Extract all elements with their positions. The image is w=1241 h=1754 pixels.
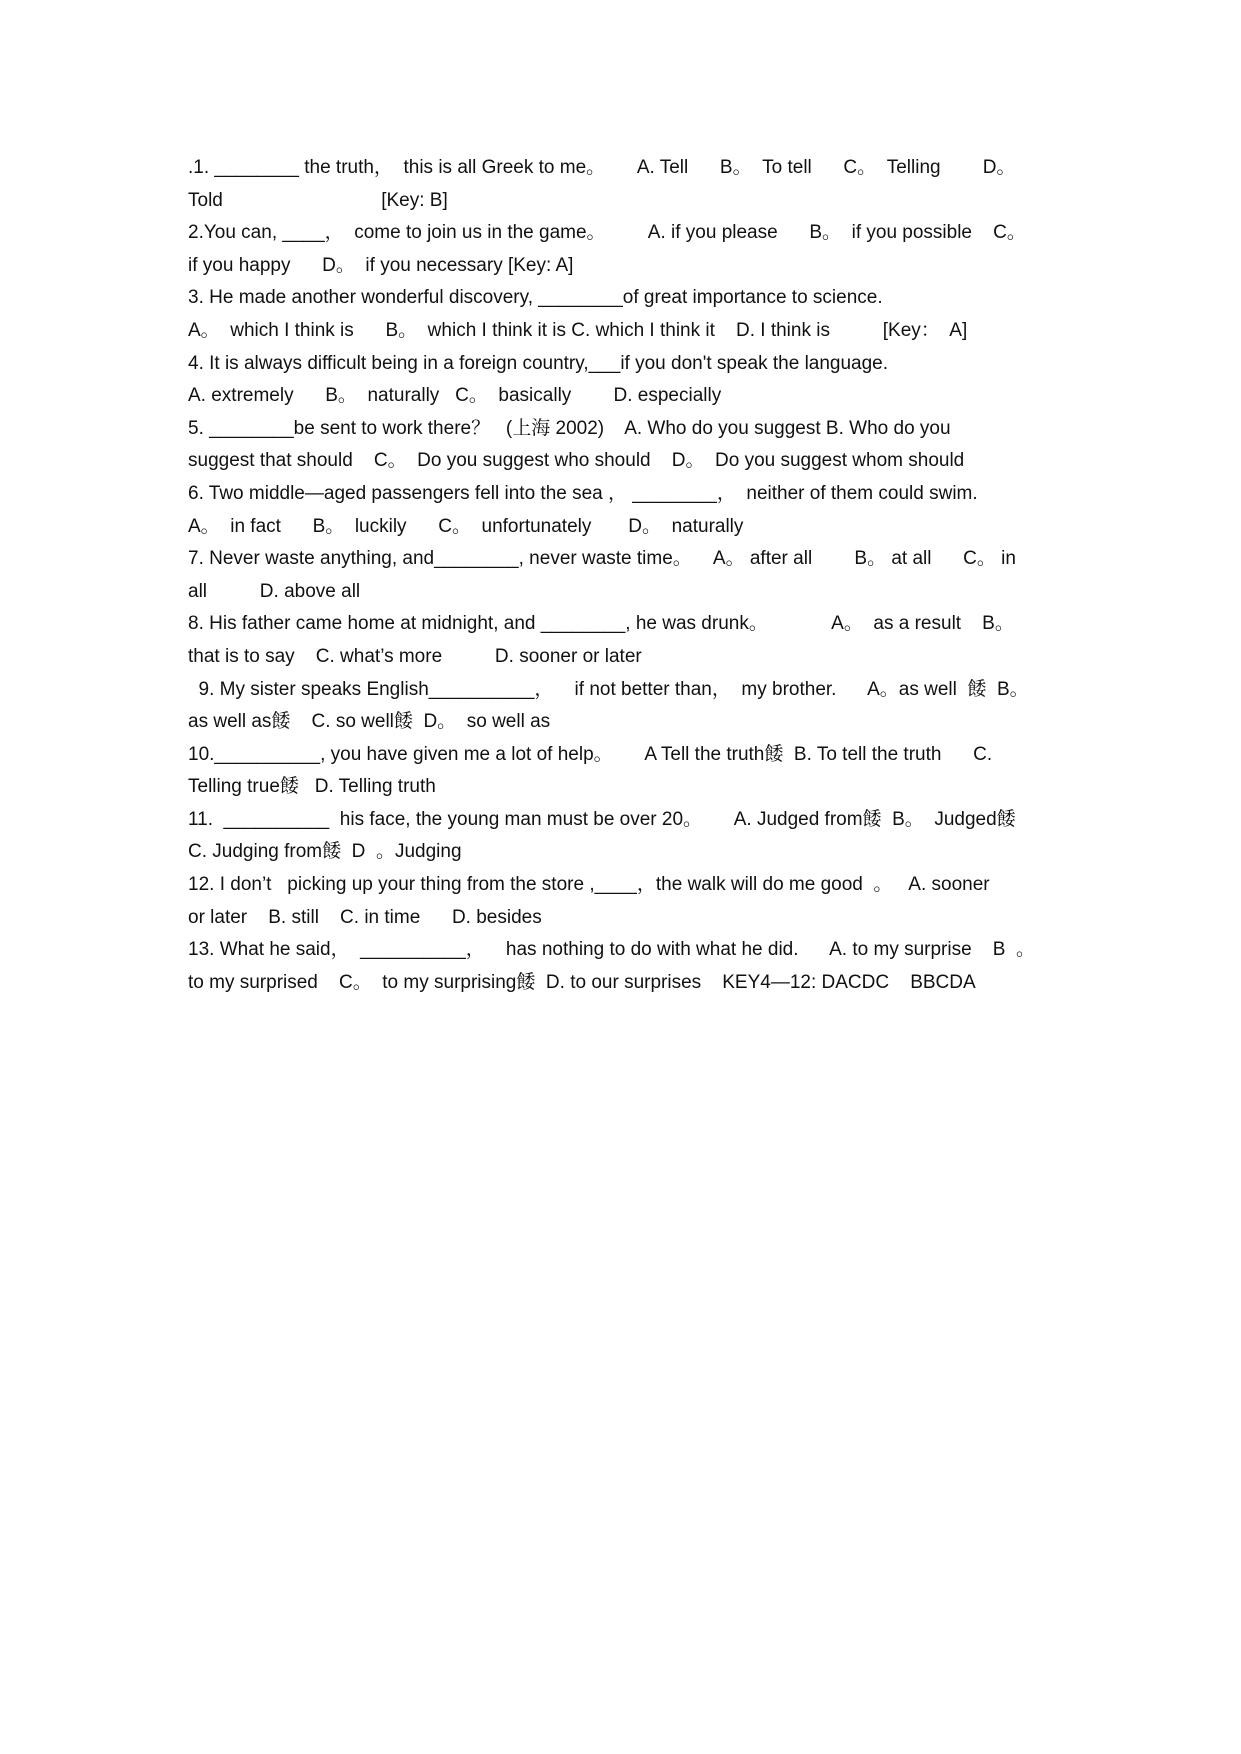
document-body — [188, 152, 1065, 999]
text-line: if you happy D。 if you necessary [Key: A] — [188, 254, 574, 276]
text-line: A。 which I think is B。 which I think it is C. which I think it D. I think is [Key： A] — [188, 319, 968, 341]
text-line: .1. ________ the truth， this is all Greek to me。 A. Tell B。 To tell C。 Telling D。 — [188, 157, 1016, 178]
text-line: 4. It is always difficult being in a foreign country,___if you don't speak the language. — [188, 352, 889, 374]
text-line: 13. What he said， __________， has nothing to do with what he did. A. to my surprise B 。 — [188, 939, 1036, 961]
text-line: 6. Two middle—aged passengers fell into the sea ， ________， neither of them could swim. — [188, 482, 978, 504]
text-line: that is to say C. what’s more D. sooner or later — [188, 645, 642, 667]
text-line: 12. I don’t picking up your thing from the store ,____，the walk will do me good 。 A. sooner — [188, 874, 990, 896]
text-line: A。 in fact B。 luckily C。 unfortunately D。 naturally — [188, 515, 744, 537]
text-line: or later B. still C. in time D. besides — [188, 906, 542, 928]
text-line: 10.__________, you have given me a lot of help。 A Tell the truth餧 B. To tell the truth C. — [188, 743, 993, 765]
text-line: 8. His father came home at midnight, and ________, he was drunk。 A。 as a result B。 — [188, 613, 1014, 635]
text-line: 5. ________be sent to work there？ (上海 2002) A. Who do you suggest B. Who do you — [188, 417, 951, 439]
text-line: as well as餧 C. so well餧 D。 so well as — [188, 711, 551, 733]
text-line: to my surprised C。 to my surprising餧 D. to our surprises KEY4—12: DACDC BBCDA — [188, 971, 976, 993]
text-line: Telling true餧 D. Telling truth — [188, 776, 436, 798]
text-line: 11. __________ his face, the young man must be over 20。 A. Judged from餧 B。 Judged餧 — [188, 808, 1016, 830]
text-line: suggest that should C。 Do you suggest who should D。 Do you suggest whom should — [188, 450, 965, 472]
text-line: 2.You can, ____， come to join us in the game。 A. if you please B。 if you possible C。 — [188, 222, 1026, 244]
text-line: A. extremely B。 naturally C。 basically D. especially — [188, 385, 722, 407]
text-line: Told [Key: B] — [188, 189, 448, 211]
text-line: C. Judging from餧 D 。Judging — [188, 841, 462, 863]
text-line: 3. He made another wonderful discovery, ________of great importance to science. — [188, 287, 883, 309]
text-line: all D. above all — [188, 580, 361, 602]
text-line: 7. Never waste anything, and________, never waste time。 A。 after all B。 at all C。 in — [188, 548, 1016, 570]
text-line: 9. My sister speaks English__________， if not better than， my brother. A。as well 餧 B。 — [188, 678, 1029, 700]
